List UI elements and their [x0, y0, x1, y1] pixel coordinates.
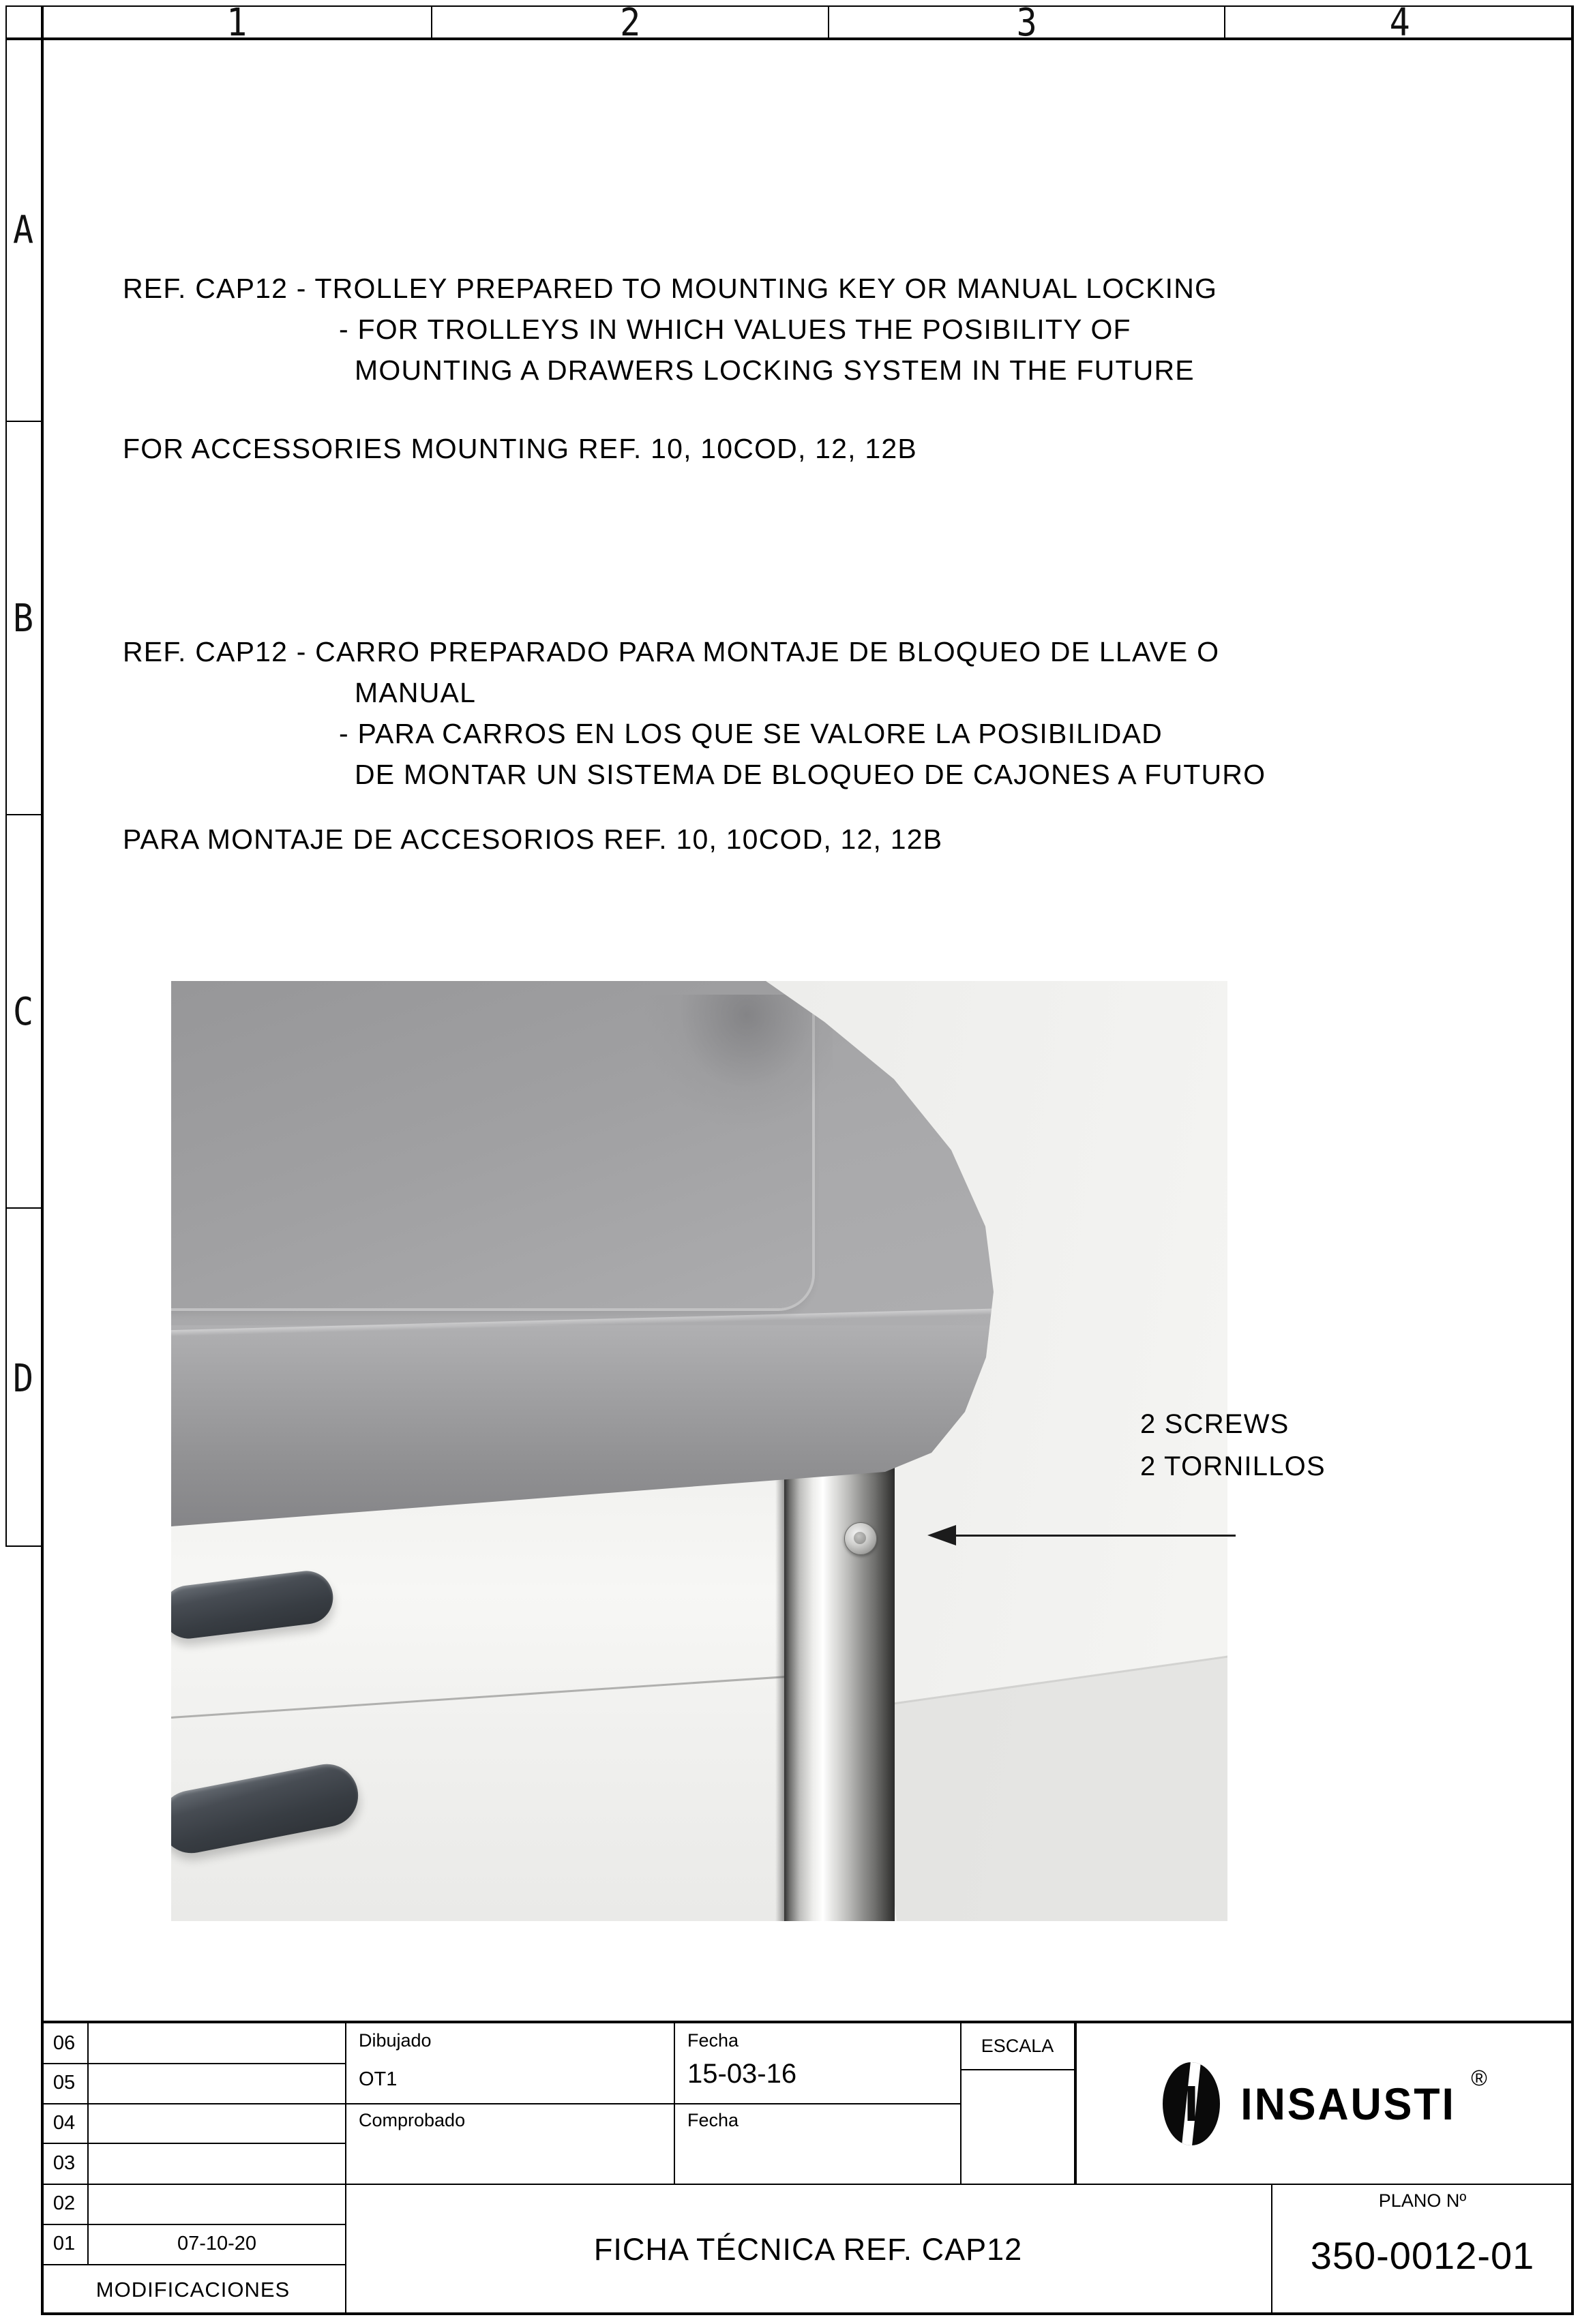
notes-english-footer: [123, 428, 917, 469]
scale-value: [960, 2069, 1075, 2184]
revision-row-number: 06: [53, 2032, 76, 2054]
notes-english: [123, 268, 1217, 391]
checked-label: Comprobado: [359, 2110, 466, 2130]
zone-row-label: C: [12, 989, 34, 1033]
scale-label: ESCALA: [981, 2036, 1054, 2056]
drawn-value: OT1: [359, 2068, 398, 2090]
zone-column-label: 4: [1389, 0, 1410, 44]
revision-row-date: 07-10-20: [177, 2233, 257, 2254]
revision-row-date: [89, 2184, 345, 2224]
note-line: - PARA CARROS EN LOS QUE SE VALORE LA POSIBILIDAD: [339, 718, 1163, 749]
notes-spanish-footer: [123, 819, 942, 860]
revision-row-number: 02: [53, 2192, 76, 2214]
zone-column-4: [1224, 0, 1574, 44]
photo-screw-head: [844, 1522, 877, 1555]
zone-column-label: 2: [620, 0, 641, 44]
revision-row-date: [89, 2063, 345, 2103]
revision-row-number: 04: [53, 2111, 76, 2134]
drawn-label: Dibujado: [359, 2030, 432, 2051]
note-line: DE MONTAR UN SISTEMA DE BLOQUEO DE CAJONES A FUTURO: [355, 759, 1266, 790]
zone-column-band: [42, 0, 1574, 44]
checked-date-label: Fecha: [687, 2110, 739, 2130]
callout-arrowhead-icon: [927, 1525, 956, 1545]
revision-row-date: [89, 2023, 345, 2063]
registered-trademark-icon: ®: [1471, 2066, 1487, 2090]
zone-column-2: [431, 0, 827, 44]
note-line: MANUAL: [355, 677, 477, 708]
zone-row-b: [5, 422, 41, 815]
zone-row-band: [5, 39, 41, 1545]
note-line: PARA MONTAJE DE ACCESORIOS REF. 10, 10COD, 12, 12B: [123, 824, 943, 855]
revisions-footer-label: MODIFICACIONES: [95, 2277, 290, 2302]
title-block: [41, 2021, 1574, 2318]
photo-top-corner-notch: [642, 995, 833, 1131]
revision-row-date: [89, 2103, 345, 2143]
note-line: FOR ACCESSORIES MOUNTING REF. 10, 10COD, 12, 12B: [123, 433, 917, 464]
photo-trolley-top: [171, 981, 1011, 1526]
note-line: REF. CAP12 - TROLLEY PREPARED TO MOUNTING KEY OR MANUAL LOCKING: [123, 273, 1218, 304]
notes-spanish: [123, 631, 1266, 795]
revision-row-date: [89, 2143, 345, 2184]
plan-number-label: PLANO Nº: [1378, 2190, 1467, 2211]
brand-cell: [1076, 2023, 1574, 2184]
product-photo: [171, 981, 1227, 1921]
frame-inner-left-line: [41, 5, 44, 2315]
revision-row-number: 01: [53, 2233, 76, 2254]
zone-row-d: [5, 1209, 41, 1548]
insausti-logo-icon: [1163, 2062, 1220, 2145]
zone-row-a: [5, 39, 41, 422]
callout-line-es: 2 TORNILLOS: [1140, 1451, 1326, 1481]
drawing-title: FICHA TÉCNICA REF. CAP12: [593, 2231, 1023, 2267]
photo-floor-shadow: [867, 1646, 1227, 1921]
zone-column-3: [828, 0, 1224, 44]
plan-number-value: 350-0012-01: [1310, 2233, 1535, 2277]
photo-chrome-post: [784, 1430, 895, 1921]
zone-row-label: A: [12, 207, 34, 252]
photo-drawer-front: [171, 1451, 786, 1921]
revision-row-number: 05: [53, 2072, 76, 2094]
zone-row-c: [5, 815, 41, 1209]
zone-column-1: [42, 0, 431, 44]
zone-column-label: 1: [226, 0, 248, 44]
revision-row-number: 03: [53, 2152, 76, 2174]
zone-row-label: B: [12, 596, 34, 640]
drawn-date-label: Fecha: [687, 2030, 739, 2051]
drawn-date-value: 15-03-16: [687, 2059, 797, 2089]
callout-line-en: 2 SCREWS: [1140, 1409, 1290, 1439]
zone-column-label: 3: [1016, 0, 1037, 44]
screws-callout: [1140, 1403, 1326, 1488]
callout-leader-line: [953, 1535, 1236, 1537]
brand-name: INSAUSTI: [1240, 2078, 1456, 2129]
frame-right-line: [1571, 5, 1574, 2315]
note-line: REF. CAP12 - CARRO PREPARADO PARA MONTAJE DE BLOQUEO DE LLAVE O: [123, 636, 1220, 667]
note-line: MOUNTING A DRAWERS LOCKING SYSTEM IN THE FUTURE: [355, 354, 1195, 386]
zone-row-label: D: [12, 1356, 34, 1401]
note-line: - FOR TROLLEYS IN WHICH VALUES THE POSIBILITY OF: [339, 314, 1131, 345]
